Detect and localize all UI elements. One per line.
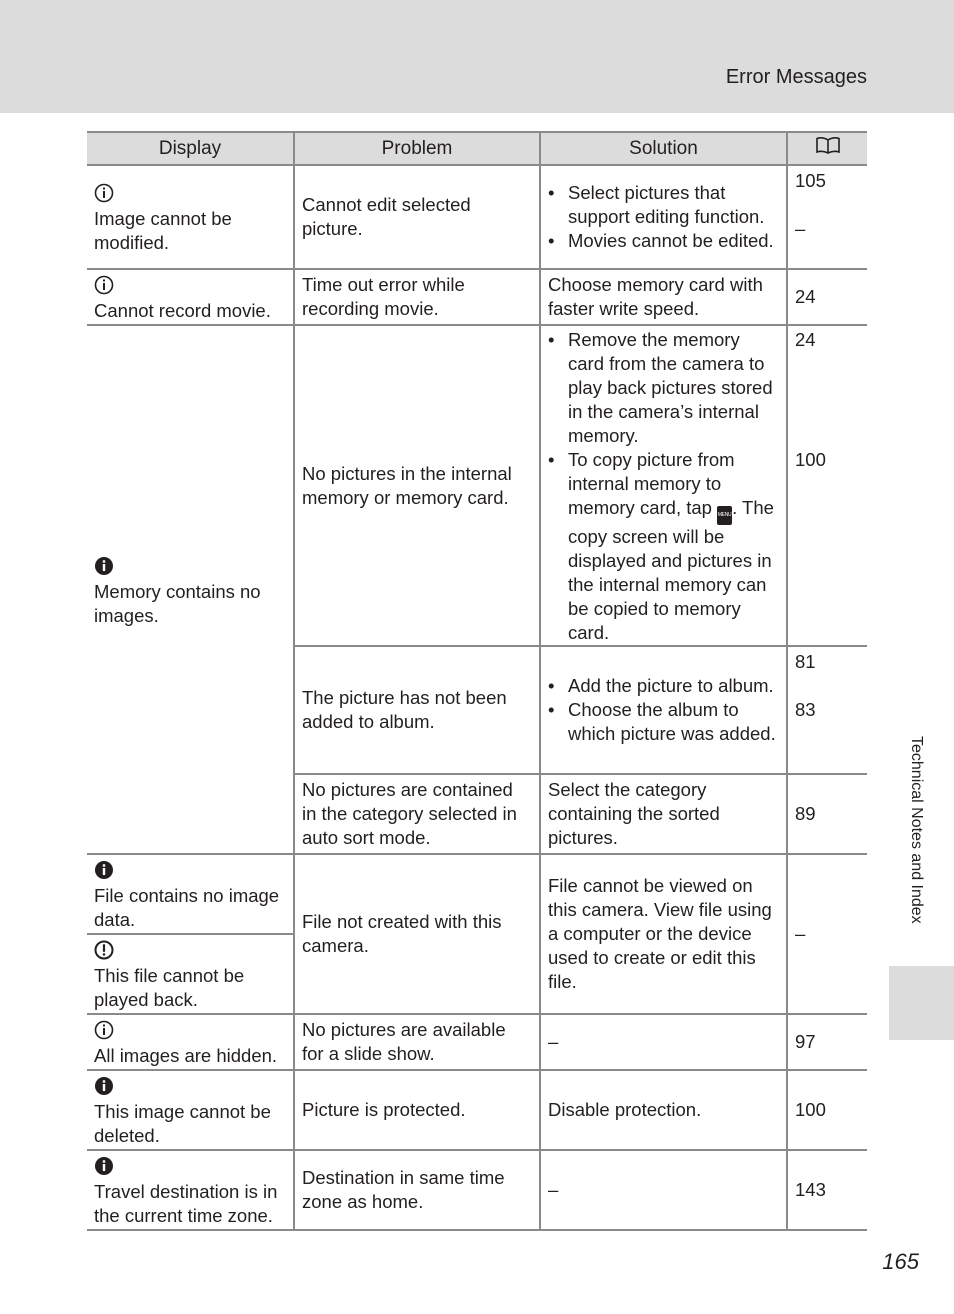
display-cell [87, 165, 294, 269]
warning-icon [94, 940, 286, 964]
display-cell [87, 325, 294, 854]
display-message: Memory contains no images. [94, 580, 261, 626]
book-icon [815, 136, 841, 161]
page-reference-cell [787, 325, 867, 646]
page-reference: 81 [795, 651, 816, 672]
problem-cell: Picture is protected. [294, 1070, 540, 1150]
page-reference-cell: 24 [787, 269, 867, 325]
table-row [87, 325, 867, 646]
info-icon [94, 275, 286, 299]
display-cell [87, 854, 294, 934]
display-message: This image cannot be deleted. [94, 1101, 271, 1146]
error-messages-table [87, 131, 867, 1231]
table-row [87, 1150, 867, 1230]
table-row [87, 1014, 867, 1070]
section-title: Error Messages [725, 66, 867, 88]
table-row [87, 854, 867, 934]
problem-cell: No pictures are available for a slide show. [294, 1014, 540, 1070]
page-reference: 105 [795, 170, 826, 191]
display-cell [87, 934, 294, 1014]
side-section-label: Technical Notes and Index [908, 736, 925, 924]
page-reference-cell: – [787, 854, 867, 1014]
solution-item: • Movies cannot be edited. [548, 229, 779, 253]
solution-cell: Choose memory card with faster write speed. [540, 269, 787, 325]
page-reference: – [795, 218, 806, 239]
page-reference-cell [787, 646, 867, 774]
solution-cell [540, 646, 787, 774]
solution-cell [540, 165, 787, 269]
display-cell [87, 269, 294, 325]
info-filled-icon [94, 556, 286, 580]
solution-item: • Choose the album to which picture was added. [548, 698, 779, 746]
solution-cell: – [540, 1150, 787, 1230]
column-header-display: Display [87, 132, 294, 165]
column-header-problem: Problem [294, 132, 540, 165]
display-message: Image cannot be modified. [94, 208, 232, 253]
column-header-reference [787, 132, 867, 165]
table-row [87, 269, 867, 325]
problem-cell: File not created with this camera. [294, 854, 540, 1014]
problem-cell: The picture has not been added to album. [294, 646, 540, 774]
info-filled-icon [94, 860, 286, 884]
page-reference: 24 [795, 329, 816, 350]
info-filled-icon [94, 1076, 286, 1100]
solution-item: • Remove the memory card from the camera to play back pictures stored in the camera’s internal memory. [548, 328, 779, 448]
display-message: All images are hidden. [94, 1045, 278, 1066]
display-message: Travel destination is in the current time zone. [94, 1181, 278, 1226]
solution-item: • Select pictures that support editing function. [548, 181, 779, 229]
solution-cell: Disable protection. [540, 1070, 787, 1150]
solution-cell: – [540, 1014, 787, 1070]
display-message: This file cannot be played back. [94, 965, 245, 1010]
display-cell [87, 1150, 294, 1230]
solution-cell [540, 325, 787, 646]
page-reference-cell [787, 165, 867, 269]
column-header-solution: Solution [540, 132, 787, 165]
menu-icon: MENU [717, 506, 732, 525]
problem-cell: Cannot edit selected picture. [294, 165, 540, 269]
display-cell [87, 1014, 294, 1070]
page-reference: 83 [795, 699, 816, 720]
header-band [0, 0, 954, 113]
problem-cell: Destination in same time zone as home. [294, 1150, 540, 1230]
table-header-row [87, 132, 867, 165]
display-cell [87, 1070, 294, 1150]
page-number: 165 [882, 1249, 919, 1274]
page-reference-cell: 97 [787, 1014, 867, 1070]
solution-item: • Add the picture to album. [548, 674, 779, 698]
info-filled-icon [94, 1156, 286, 1180]
problem-cell: Time out error while recording movie. [294, 269, 540, 325]
problem-cell: No pictures in the internal memory or memory card. [294, 325, 540, 646]
solution-item: • To copy picture from internal memory to memory card, tap MENU. The copy screen will be displayed and pictures in the internal memory can be copied to memory card. [548, 448, 779, 645]
info-icon [94, 183, 286, 207]
display-message: File contains no image data. [94, 885, 280, 930]
solution-cell: Select the category containing the sorted pictures. [540, 774, 787, 854]
table-row [87, 1070, 867, 1150]
section-tab [889, 966, 954, 1040]
problem-cell: No pictures are contained in the category selected in auto sort mode. [294, 774, 540, 854]
page-reference-cell: 89 [787, 774, 867, 854]
page-reference-cell: 100 [787, 1070, 867, 1150]
table-row [87, 165, 867, 269]
page-reference-cell: 143 [787, 1150, 867, 1230]
page-reference: 100 [795, 449, 826, 470]
display-message: Cannot record movie. [94, 300, 271, 321]
solution-cell: File cannot be viewed on this camera. View file using a computer or the device used to create or edit this file. [540, 854, 787, 1014]
info-icon [94, 1020, 286, 1044]
